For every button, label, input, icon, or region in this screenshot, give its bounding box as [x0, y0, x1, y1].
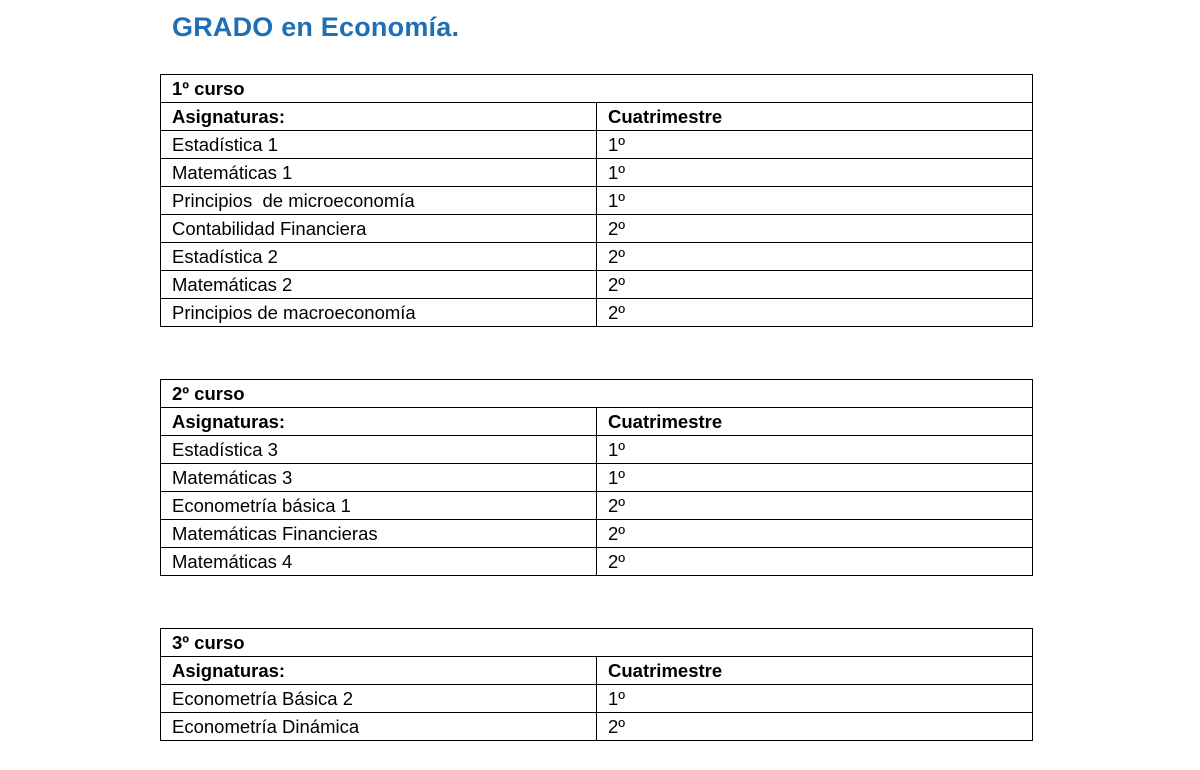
subject-cell: Contabilidad Financiera [161, 215, 597, 243]
page-title: GRADO en Economía. [172, 12, 460, 42]
table-row [161, 436, 1033, 464]
course-header-row [161, 380, 1033, 408]
subject-cell: Estadística 3 [161, 436, 597, 464]
term-cell: 2º [597, 548, 1033, 576]
term-cell: 2º [597, 243, 1033, 271]
subject-cell: Matemáticas 1 [161, 159, 597, 187]
term-cell: 2º [597, 492, 1033, 520]
column-header-subjects: Asignaturas: [161, 657, 597, 685]
subject-cell: Econometría Dinámica [161, 713, 597, 741]
table-row [161, 271, 1033, 299]
column-header-subjects: Asignaturas: [161, 408, 597, 436]
table-row [161, 187, 1033, 215]
course-table-3 [160, 628, 1033, 741]
course-name: 1º curso [161, 75, 1033, 103]
table-row [161, 215, 1033, 243]
course-name: 3º curso [161, 629, 1033, 657]
column-header-row [161, 103, 1033, 131]
subject-cell: Principios de macroeconomía [161, 299, 597, 327]
column-header-term: Cuatrimestre [597, 408, 1033, 436]
subject-cell: Estadística 1 [161, 131, 597, 159]
column-header-subjects: Asignaturas: [161, 103, 597, 131]
column-header-row [161, 657, 1033, 685]
term-cell: 1º [597, 685, 1033, 713]
course-name: 2º curso [161, 380, 1033, 408]
column-header-term: Cuatrimestre [597, 657, 1033, 685]
term-cell: 2º [597, 215, 1033, 243]
column-header-term: Cuatrimestre [597, 103, 1033, 131]
term-cell: 2º [597, 713, 1033, 741]
table-row [161, 713, 1033, 741]
course-table-2 [160, 379, 1033, 576]
term-cell: 1º [597, 187, 1033, 215]
table-row [161, 548, 1033, 576]
column-header-row [161, 408, 1033, 436]
subject-cell: Matemáticas 3 [161, 464, 597, 492]
subject-cell: Matemáticas Financieras [161, 520, 597, 548]
term-cell: 2º [597, 299, 1033, 327]
subject-cell: Matemáticas 2 [161, 271, 597, 299]
term-cell: 1º [597, 436, 1033, 464]
subject-cell: Principios de microeconomía [161, 187, 597, 215]
subject-cell: Econometría Básica 2 [161, 685, 597, 713]
table-row [161, 243, 1033, 271]
term-cell: 1º [597, 159, 1033, 187]
subject-cell: Estadística 2 [161, 243, 597, 271]
table-row [161, 131, 1033, 159]
term-cell: 2º [597, 271, 1033, 299]
table-row [161, 159, 1033, 187]
table-row [161, 520, 1033, 548]
term-cell: 2º [597, 520, 1033, 548]
subject-cell: Econometría básica 1 [161, 492, 597, 520]
course-header-row [161, 629, 1033, 657]
course-table-1 [160, 74, 1033, 327]
table-row [161, 685, 1033, 713]
term-cell: 1º [597, 464, 1033, 492]
table-row [161, 492, 1033, 520]
term-cell: 1º [597, 131, 1033, 159]
subject-cell: Matemáticas 4 [161, 548, 597, 576]
table-row [161, 464, 1033, 492]
course-header-row [161, 75, 1033, 103]
table-row [161, 299, 1033, 327]
